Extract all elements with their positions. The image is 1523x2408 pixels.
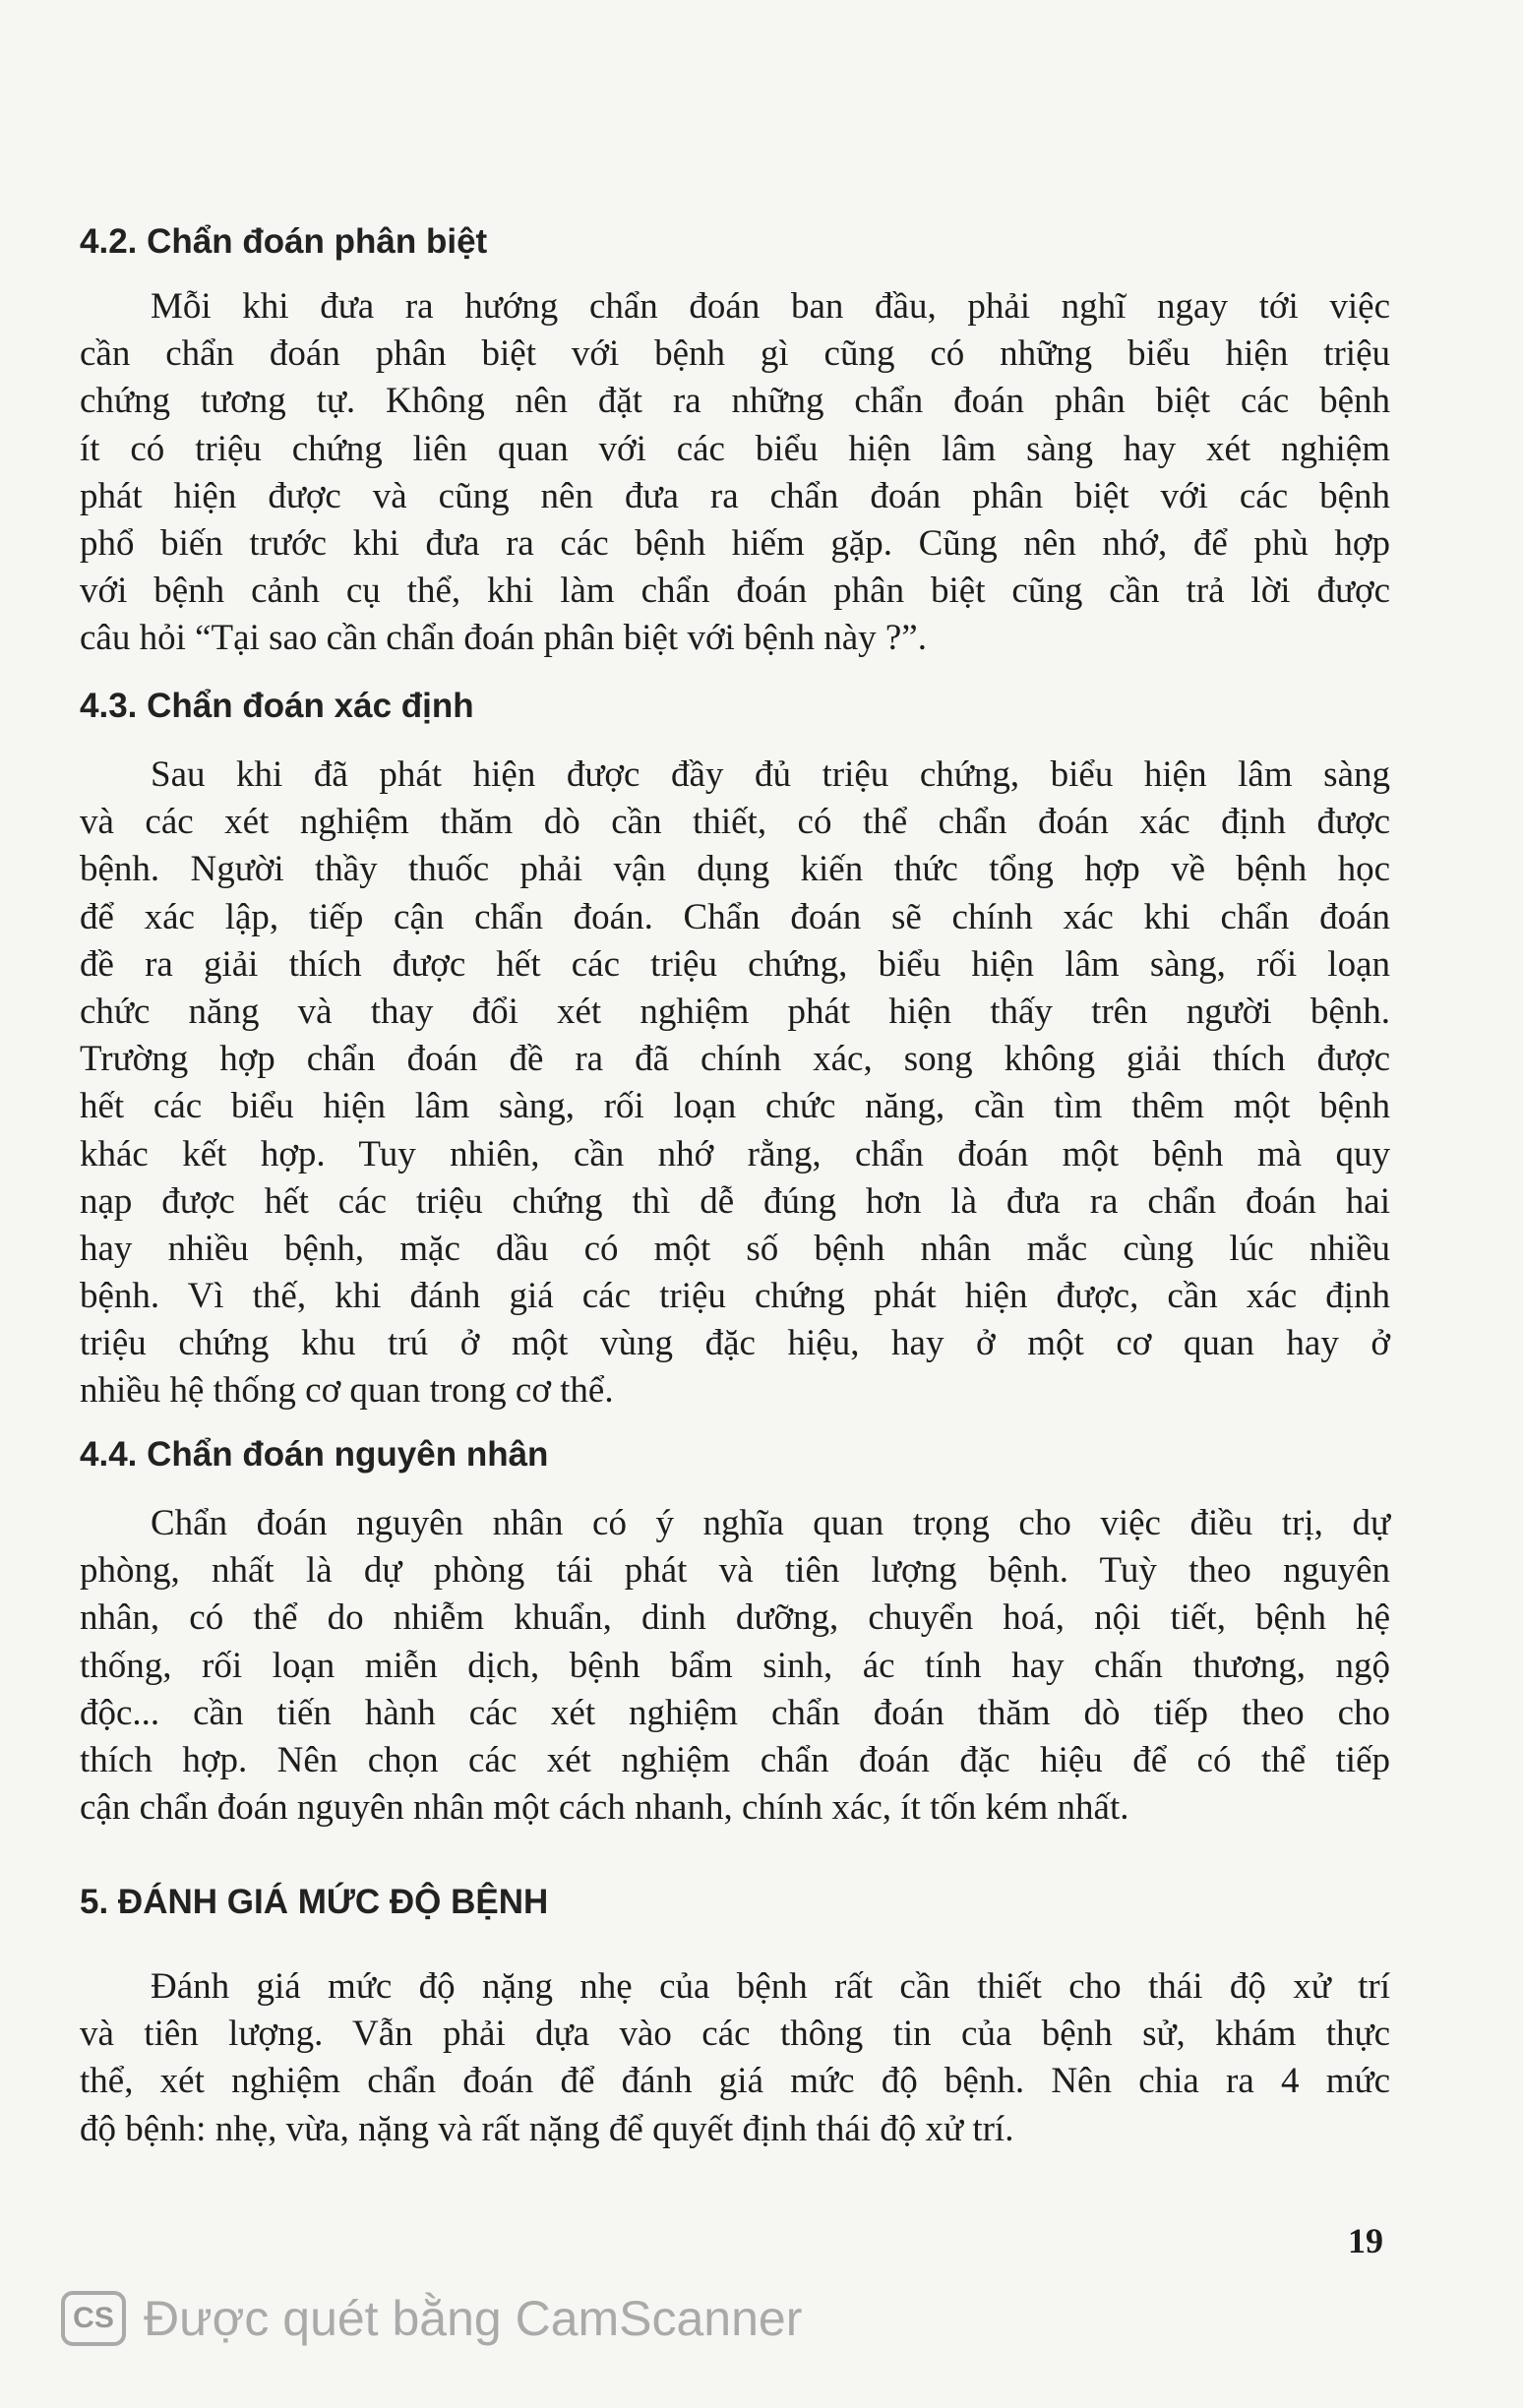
heading-4-4: 4.4. Chẩn đoán nguyên nhân [80, 1435, 549, 1474]
page-number: 19 [1348, 2221, 1383, 2260]
text-line: ít có triệu chứng liên quan với các biểu hiện lâm sàng hay xét nghiệm [80, 428, 1390, 469]
text-line: phổ biến trước khi đưa ra các bệnh hiếm gặp. Cũng nên nhớ, để phù hợp [80, 522, 1390, 564]
watermark-text: Được quét bằng CamScanner [144, 2291, 803, 2346]
text-line: bệnh. Người thầy thuốc phải vận dụng kiến thức tổng hợp về bệnh học [80, 849, 1390, 890]
heading-4-2: 4.2. Chẩn đoán phân biệt [80, 222, 488, 261]
text-line: triệu chứng khu trú ở một vùng đặc hiệu, hay ở một cơ quan hay ở [80, 1323, 1390, 1364]
text-line: phát hiện được và cũng nên đưa ra chẩn đoán phân biệt với các bệnh [80, 475, 1390, 516]
paragraph-severity-assessment [80, 1963, 1390, 2153]
text-line: thể, xét nghiệm chẩn đoán để đánh giá mức độ bệnh. Nên chia ra 4 mức [80, 2061, 1390, 2102]
text-line: nhân, có thể do nhiễm khuẩn, dinh dưỡng, chuyển hoá, nội tiết, bệnh hệ [80, 1597, 1390, 1639]
text-line: bệnh. Vì thế, khi đánh giá các triệu chứng phát hiện được, cần xác định [80, 1276, 1390, 1317]
text-line: cần chẩn đoán phân biệt với bệnh gì cũng có những biểu hiện triệu [80, 333, 1390, 375]
text-line: nạp được hết các triệu chứng thì dễ đúng hơn là đưa ra chẩn đoán hai [80, 1180, 1390, 1222]
text-line: thống, rối loạn miễn dịch, bệnh bẩm sinh, ác tính hay chấn thương, ngộ [80, 1645, 1390, 1686]
text-line: chứng tương tự. Không nên đặt ra những chẩn đoán phân biệt các bệnh [80, 381, 1390, 422]
text-line: Chẩn đoán nguyên nhân có ý nghĩa quan trọng cho việc điều trị, dự [151, 1503, 1390, 1543]
text-line: hay nhiều bệnh, mặc dầu có một số bệnh nhân mắc cùng lúc nhiều [80, 1228, 1390, 1269]
heading-5: 5. ĐÁNH GIÁ MỨC ĐỘ BỆNH [80, 1883, 549, 1921]
text-line: độ bệnh: nhẹ, vừa, nặng và rất nặng để quyết định thái độ xử trí. [80, 2108, 1014, 2149]
text-line: để xác lập, tiếp cận chẩn đoán. Chẩn đoán sẽ chính xác khi chẩn đoán [80, 896, 1390, 937]
text-line: cận chẩn đoán nguyên nhân một cách nhanh, chính xác, ít tốn kém nhất. [80, 1787, 1129, 1829]
text-line: thích hợp. Nên chọn các xét nghiệm chẩn đoán đặc hiệu để có thể tiếp [80, 1739, 1390, 1780]
text-line: Sau khi đã phát hiện được đầy đủ triệu chứng, biểu hiện lâm sàng [151, 754, 1390, 795]
text-line: phòng, nhất là dự phòng tái phát và tiên lượng bệnh. Tuỳ theo nguyên [80, 1550, 1390, 1592]
text-line: độc... cần tiến hành các xét nghiệm chẩn đoán thăm dò tiếp theo cho [80, 1692, 1390, 1733]
text-line: chức năng và thay đổi xét nghiệm phát hiện thấy trên người bệnh. [80, 991, 1390, 1032]
text-line: Mỗi khi đưa ra hướng chẩn đoán ban đầu, phải nghĩ ngay tới việc [151, 286, 1390, 327]
text-line: Trường hợp chẩn đoán đề ra đã chính xác, song không giải thích được [80, 1039, 1390, 1080]
camscanner-watermark [61, 2290, 802, 2347]
paragraph-definitive-diagnosis [80, 752, 1390, 1415]
text-line: với bệnh cảnh cụ thể, khi làm chẩn đoán phân biệt cũng cần trả lời được [80, 571, 1390, 612]
text-line: và tiên lượng. Vẫn phải dựa vào các thông tin của bệnh sử, khám thực [80, 2014, 1390, 2055]
text-line: hết các biểu hiện lâm sàng, rối loạn chức năng, cần tìm thêm một bệnh [80, 1086, 1390, 1127]
camscanner-logo-icon: CS [61, 2291, 126, 2346]
text-line: nhiều hệ thống cơ quan trong cơ thể. [80, 1370, 614, 1412]
text-line: khác kết hợp. Tuy nhiên, cần nhớ rằng, chẩn đoán một bệnh mà quy [80, 1133, 1390, 1174]
text-line: câu hỏi “Tại sao cần chẩn đoán phân biệt với bệnh này ?”. [80, 618, 927, 659]
text-line: Đánh giá mức độ nặng nhẹ của bệnh rất cần thiết cho thái độ xử trí [151, 1966, 1390, 2007]
heading-4-3: 4.3. Chẩn đoán xác định [80, 687, 474, 725]
paragraph-etiological-diagnosis [80, 1500, 1390, 1832]
text-line: và các xét nghiệm thăm dò cần thiết, có thể chẩn đoán xác định được [80, 802, 1390, 843]
text-line: đề ra giải thích được hết các triệu chứng, biểu hiện lâm sàng, rối loạn [80, 943, 1390, 985]
paragraph-differential-diagnosis [80, 283, 1390, 663]
